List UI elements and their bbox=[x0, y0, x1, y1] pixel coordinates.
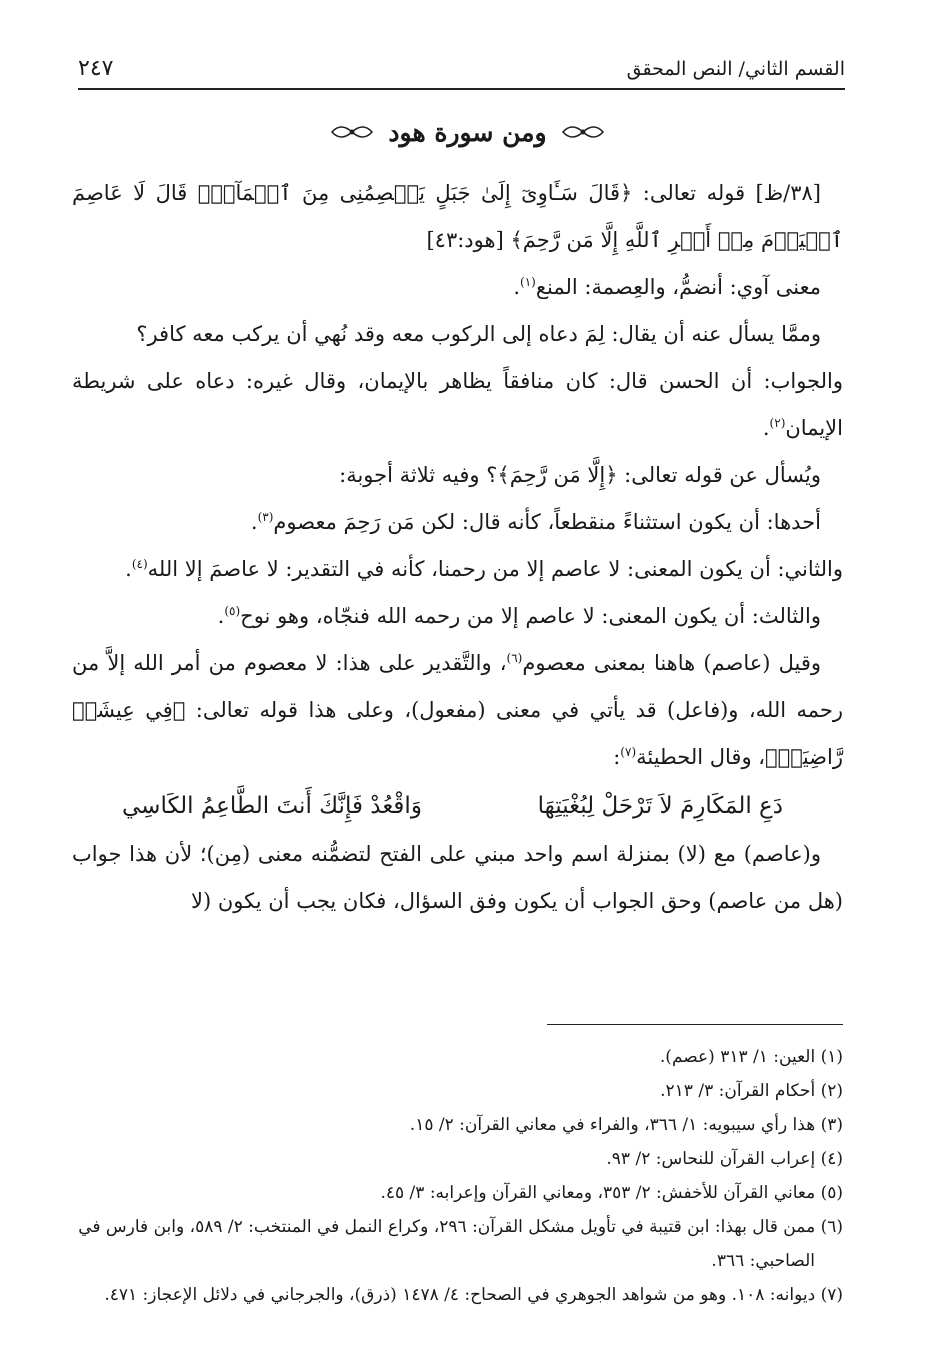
footnote-ref-6: (٦) bbox=[506, 651, 523, 665]
page-header bbox=[78, 48, 845, 90]
paragraph-verse-quote: [٣٨/ظ] قوله تعالى: ﴿قَالَ سَـَٔاوِىٓ إِلَىٰ جَبَلٍ يَعۡصِمُنِى مِنَ ٱلۡمَآءِۚ قَالَ لَا عَاصِمَ ٱلۡيَوۡمَ مِنۡ أَمۡرِ ٱللَّهِ إِلَّا مَن رَّحِمَ﴾ [هود:٤٣] bbox=[72, 181, 843, 252]
footnote-6-continued: الصاحبي: ٣٦٦. bbox=[711, 1251, 815, 1271]
paragraph-other-view-text-a: وقيل (عاصم) هاهنا بمعنى معصوم bbox=[522, 651, 821, 675]
paragraph-answer: والجواب: أن الحسن قال: كان منافقاً يظاهر بالإيمان، وقال غيره: دعاه على شريطة الإيمان$^{(٢)}$. bbox=[72, 369, 843, 440]
footnote-ref-5: (٥) bbox=[224, 604, 241, 618]
paragraph-grammar: و(عاصم) مع (لا) بمنزلة اسم واحد مبني على الفتح لتضمُّنه معنى (مِن)؛ لأن هذا جواب (هل من عاصم) وحق الجواب أن يكون وفق السؤال، فكان يجب أن يكون (لا bbox=[72, 842, 843, 913]
footnote-4: (٤) إعراب القرآن للنحاس: ٢/ ٩٣. bbox=[606, 1149, 843, 1169]
paragraph-first-answer-text: أحدها: أن يكون استثناءً منقطعاً، كأنه قال: لكن مَن رَحِمَ معصوم bbox=[273, 510, 821, 534]
main-text bbox=[72, 170, 843, 925]
paragraph-second-answer: والثاني: أن يكون المعنى: لا عاصم إلا من رحمنا، كأنه في التقدير: لا عاصمَ إلا الله$^{(٤)}$. bbox=[125, 557, 843, 581]
footnote-6: (٦) ممن قال بهذا: ابن قتيبة في تأويل مشكل القرآن: ٢٩٦، وكراع النمل في المنتخب: ٢/ ٥٨٩، وابن فارس في bbox=[78, 1217, 843, 1237]
footnote-ref-1: (١) bbox=[520, 275, 536, 289]
paragraph-meaning: معنى آوي: أنضمُّ، والعِصمة: المنع$^{(١)}$. bbox=[513, 275, 821, 299]
poetry-verse bbox=[72, 781, 843, 831]
paragraph-third-answer: والثالث: أن يكون المعنى: لا عاصم إلا من رحمه الله فنجّاه، وهو نوح$^{(٥)}$. bbox=[217, 604, 821, 628]
paragraph-second-answer-text: والثاني: أن يكون المعنى: لا عاصم إلا من رحمنا، كأنه في التقدير: لا عاصمَ إلا الله bbox=[147, 557, 843, 581]
ornament-right-icon bbox=[561, 121, 605, 143]
footnote-2: (٢) أحكام القرآن: ٣/ ٢١٣. bbox=[660, 1081, 843, 1101]
footnote-3: (٣) هذا رأي سيبويه: ١/ ٣٦٦، والفراء في معاني القرآن: ٢/ ١٥. bbox=[409, 1115, 843, 1135]
surah-title: ومن سورة هود bbox=[388, 117, 547, 147]
paragraph-first-answer: أحدها: أن يكون استثناءً منقطعاً، كأنه قال: لكن مَن رَحِمَ معصوم$^{(٣)}$. bbox=[250, 510, 821, 534]
surah-heading bbox=[0, 110, 935, 154]
ornament-left-icon bbox=[330, 121, 374, 143]
paragraph-third-answer-text: والثالث: أن يكون المعنى: لا عاصم إلا من رحمه الله فنجّاه، وهو نوح bbox=[240, 604, 821, 628]
footnote-ref-7: (٧) bbox=[620, 745, 637, 759]
verse-first-hemistich: دَعِ المَكَارِمَ لاَ تَرْحَلْ لِبُغْيَتِهَا bbox=[537, 793, 783, 819]
paragraph-second-question: ويُسأل عن قوله تعالى: ﴿إِلَّا مَن رَّحِمَ﴾؟ وفيه ثلاثة أجوبة: bbox=[339, 463, 821, 487]
paragraph-answer-text: والجواب: أن الحسن قال: كان منافقاً يظاهر بالإيمان، وقال غيره: دعاه على شريطة الإيمان bbox=[72, 369, 843, 440]
running-title: القسم الثاني/ النص المحقق bbox=[626, 58, 845, 80]
footnote-ref-4: (٤) bbox=[131, 557, 148, 571]
paragraph-meaning-text: معنى آوي: أنضمُّ، والعِصمة: المنع bbox=[535, 275, 821, 299]
footnote-7: (٧) ديوانه: ١٠٨. وهو من شواهد الجوهري في الصحاح: ٤/ ١٤٧٨ (ذرق)، والجرجاني في دلائل الإعجاز: ٤٧١. bbox=[104, 1285, 843, 1305]
page-number: ٢٤٧ bbox=[78, 56, 114, 81]
paragraph-other-view: وقيل (عاصم) هاهنا بمعنى معصوم$^{(٦)}$، والتَّقدير على هذا: لا معصوم من أمر الله إلاَّ من رحمه الله، و(فاعل) قد يأتي في معنى (مفعول)، وعلى هذا قوله تعالى: ﴿فِي عِيشَةٖ رَّاضِيَةٖ﴾، وقال الحطيئة$^{(٧)}$: bbox=[72, 651, 843, 769]
footnote-1: (١) العين: ١/ ٣١٣ (عصم). bbox=[659, 1047, 843, 1067]
footnote-ref-3: (٣) bbox=[257, 510, 274, 524]
footnote-ref-2: (٢) bbox=[769, 416, 786, 430]
verse-second-hemistich: وَاقْعُدْ فَإِنَّكَ أَنتَ الطَّاعِمُ الكَاسِي bbox=[122, 793, 422, 819]
paragraph-other-view-text-b: ، والتَّقدير على هذا: لا معصوم من أمر الله إلاَّ من رحمه الله، و(فاعل) قد يأتي في معنى (مفعول)، وعلى هذا قوله تعالى: ﴿فِي عِيشَةٖ رَّاضِيَةٖ﴾، وقال الحطيئة bbox=[72, 651, 843, 769]
footnote-5: (٥) معاني القرآن للأخفش: ٢/ ٣٥٣، ومعاني القرآن وإعرابه: ٣/ ٤٥. bbox=[380, 1183, 843, 1203]
footnote-separator bbox=[547, 1024, 843, 1025]
footnotes bbox=[72, 1040, 843, 1312]
paragraph-question: وممَّا يسأل عنه أن يقال: لِمَ دعاه إلى الركوب معه وقد نُهي أن يركب معه كافر؟ bbox=[136, 322, 821, 346]
